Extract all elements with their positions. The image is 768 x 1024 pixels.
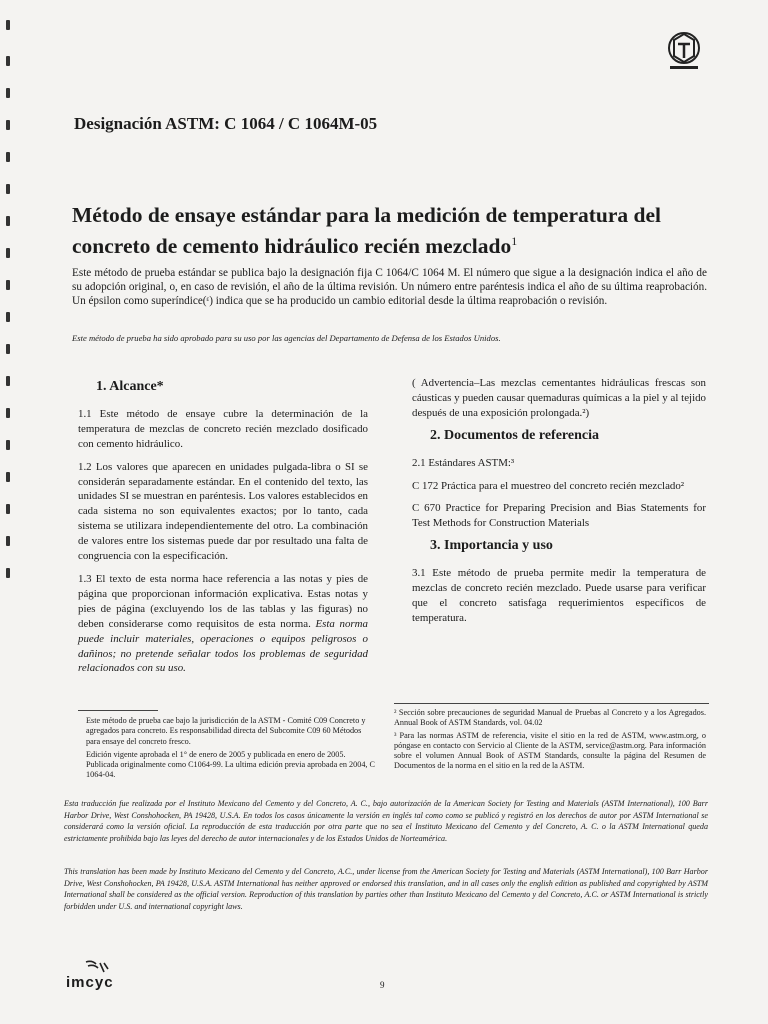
paragraph-1-3-text: 1.3 El texto de esta norma hace referencia a las notas y pies de página que proporcionan información explicativa. Estas notas y pies de página (excluyendo los de las tablas y las figuras) no deben considerarse como requisitos de esta norma. (78, 572, 368, 630)
translation-note-english: This translation has been made by Instituto Mexicano del Cemento y del Concreto, A.C., under license from the American Society for Testing and Materials (ASTM International), 100 Barr Harbor Drive, West Conshohocken, PA 19428, U.S.A. ASTM International has neither approved or endorsed this translation, and in all cases only the english edition as published and copyrighted by ASTM International shall be considered as the official version. Reproduction of this translation by parties other than Instituto Mexicano del Cemento y del Concreto, A.C. or ASTM International is strictly forbidden under U.S. and international copyright laws. (64, 867, 708, 911)
section-1-heading: 1. Alcance* (96, 379, 164, 394)
binding-marks (6, 20, 16, 620)
section-2-heading: 2. Documentos de referencia (430, 427, 599, 443)
paragraph-1-2: 1.2 Los valores que aparecen en unidades pulgada-libra o SI se considerán separadamente estándar. En el contenido del texto, las unidades SI se muestran en paréntesis. Los valores establecidos en cada sistema no son equivalentes exactos; por lo tanto, cada sistema se utilizara independientemente del otro. La combinación de valores entre los sistemas puede dar por resultado una falta de congruencia con la especificación. (78, 460, 368, 563)
right-footnotes (394, 708, 706, 774)
title-footnote-mark: 1 (511, 234, 518, 248)
publisher-logo (66, 960, 114, 991)
imcyc-logo-icon (82, 960, 112, 974)
footnote-edition: Edición vigente aprobada el 1° de enero de 2005 y publicada en enero de 2005. Publicada originalmente como C1064-99. La ultima edición previa aprobada en 2004, C 1064-04. (86, 749, 375, 780)
document-title (72, 202, 712, 259)
approval-note: Este método de prueba ha sido aprobado para su uso por las agencias del Departamento de Defensa de los Estados Unidos. (72, 333, 501, 343)
safety-statement: Esta norma puede incluir materiales, operaciones o equipos peligrosos o dañinos; no pretende señalar todos los problemas de seguridad relacionados con su uso. (78, 617, 368, 675)
footnote-3: ³ Para las normas ASTM de referencia, visite el sitio en la red de ASTM, www.astm.org, o póngase en contacto con Servicio al Cliente de la ASTM, service@astm.org. Para información sobre el volumen Annual Book of ASTM Standards, consulte la página del Resumen de Documentos de la norma en el sitio en la red de la ASTM. (394, 730, 706, 771)
publisher-name: imcyc (66, 974, 114, 991)
footnote-2: ² Sección sobre precauciones de seguridad Manual de Pruebas al Concreto y a los Agregados. Annual Book of ASTM Standards, vol. 04.02 (394, 708, 706, 728)
left-footnote-rule (78, 710, 158, 711)
paragraph-1-3 (78, 572, 368, 676)
paragraph-2-1: 2.1 Estándares ASTM:³ (412, 456, 515, 469)
reference-c670: C 670 Practice for Preparing Precision and Bias Statements for Test Methods for Construction Materials (412, 502, 706, 530)
title-text: Método de ensaye estándar para la medición de temperatura del concreto de cemento hidráulico recién mezclado (72, 203, 661, 259)
page-number: 9 (380, 980, 385, 990)
right-column (412, 376, 706, 634)
paragraph-3-1: 3.1 Este método de prueba permite medir la temperatura de mezclas de concreto recién mezclado. Puede usarse para verificar que el concreto satisfaga requerimientos específicos de temperatura. (412, 567, 706, 624)
reference-c172: C 172 Práctica para el muestreo del concreto recién mezclado² (412, 479, 685, 492)
left-footnotes (86, 716, 376, 784)
warning-paragraph: ( Advertencia–Las mezclas cementantes hidráulicas frescas son cáusticas y pueden causar quemaduras químicas a la piel y al tejido después de una exposición prolongada.²) (412, 377, 706, 419)
astm-logo-icon (664, 30, 704, 74)
right-footnote-rule (394, 703, 709, 704)
footnote-jurisdiction: Este método de prueba cae bajo la jurisdicción de la ASTM - Comité C09 Concreto y agregados para concreto. Es responsabilidad directa del Subcomite C09 60 Métodos para ensaye del concreto fresco. (86, 716, 366, 746)
paragraph-1-1: 1.1 Este método de ensaye cubre la determinación de la temperatura de mezclas de concreto recién mezclado dosificado con cemento hidráulico. (78, 407, 368, 450)
standard-intro-paragraph: Este método de prueba estándar se publica bajo la designación fija C 1064/C 1064 M. El número que sigue a la designación indica el año de su adopción original, o, en caso de revisión, el año de la última revisión. Un número entre paréntesis indica el año de su última reaprobación. Un épsilon como superíndice(ᵋ) indica que se ha producido un cambio editorial desde la última reaprobación o revisión. (72, 267, 707, 308)
section-3-heading: 3. Importancia y uso (430, 538, 553, 554)
document-designation: Designación ASTM: C 1064 / C 1064M-05 (74, 114, 378, 133)
translation-note-spanish: Esta traducción fue realizada por el Instituto Mexicano del Cemento y del Concreto, A. C., bajo autorización de la American Society for Testing and Materials (ASTM International), 100 Barr Harbor Drive, West Conshohocken, PA 19428, U.S.A. En todos los casos únicamente la versión en inglés tal como como se publicó y registró en los derechos de autor por ASTM International se considerará como la versión oficial. La reproducción de esta traducción por otra parte que no sea el Instituto Mexicano del Cemento y del Concreto, A. C. o la ASTM International queda estrictamente prohibida bajo las leyes del derecho de autor internacionales y de los Estados Unidos de Norteamérica. (64, 799, 708, 843)
left-column (78, 380, 368, 684)
